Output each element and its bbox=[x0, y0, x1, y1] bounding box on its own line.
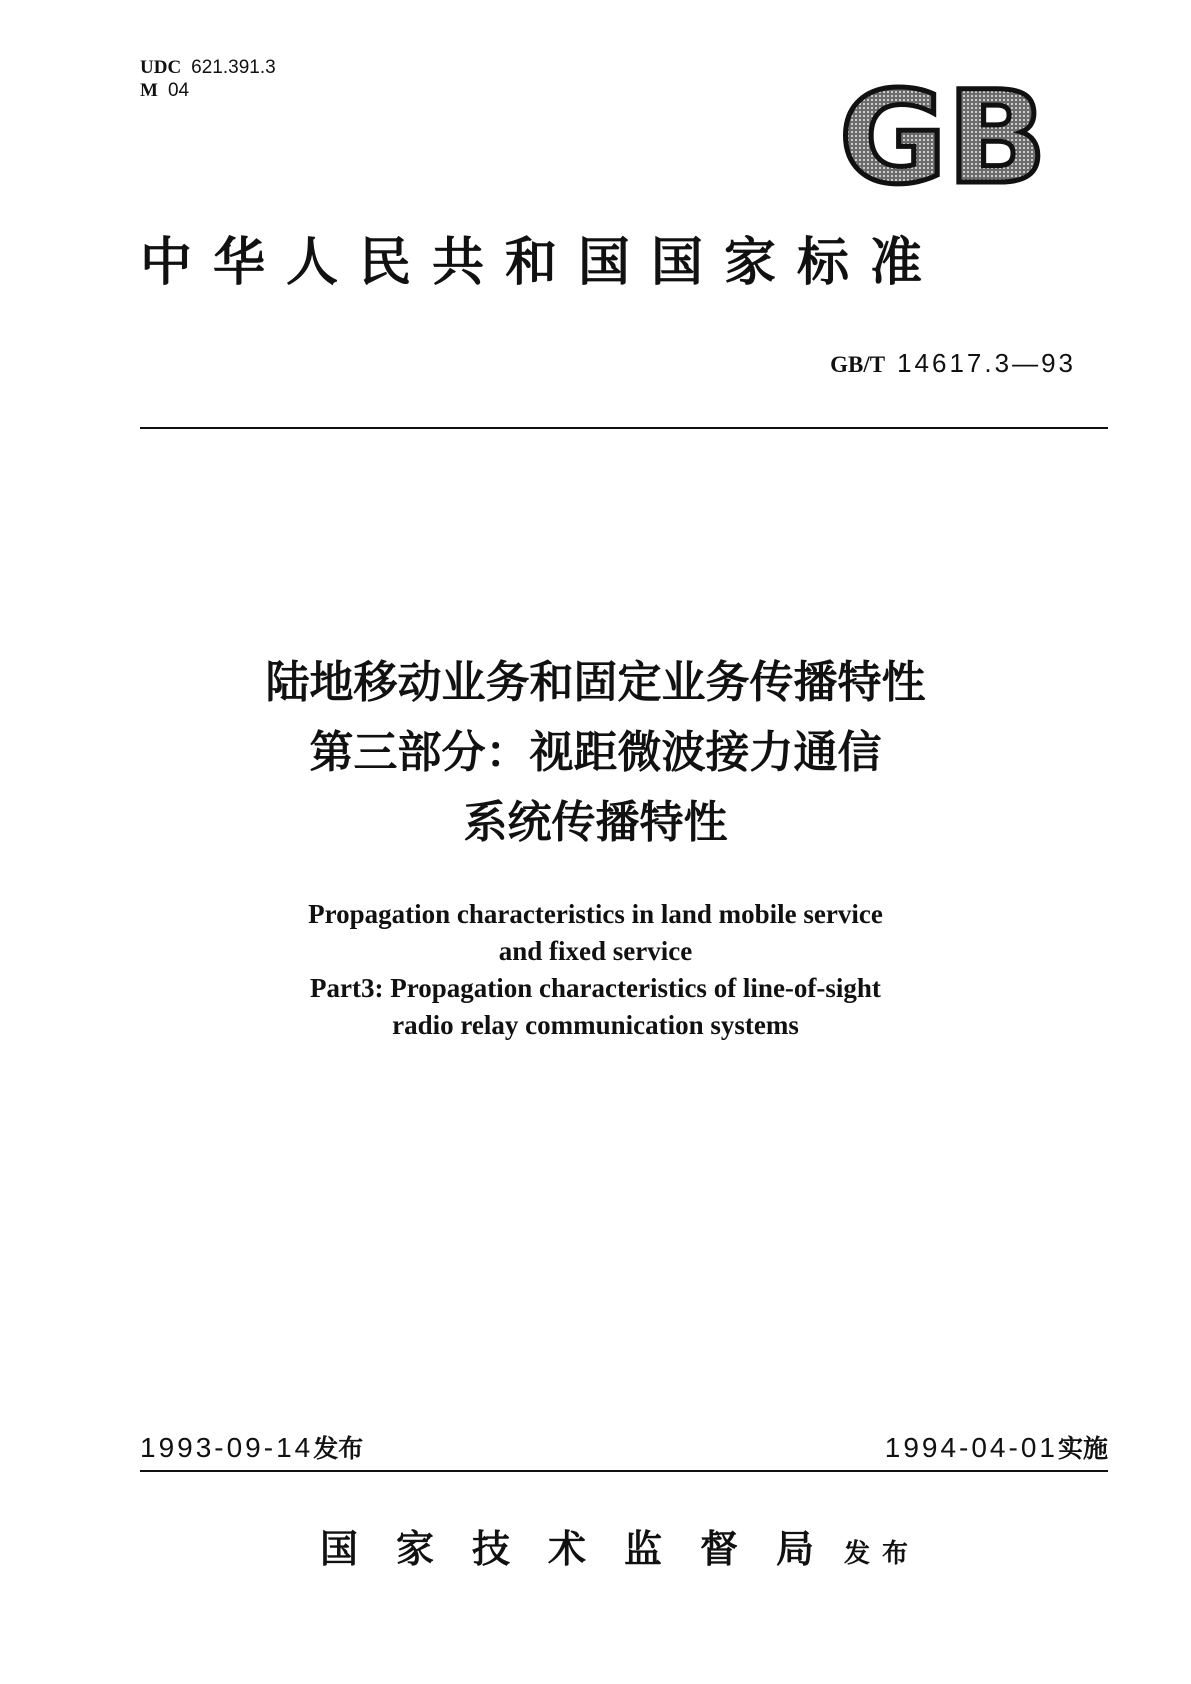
m-line bbox=[140, 79, 276, 102]
issuer-action: 发布 bbox=[844, 1539, 921, 1569]
gb-logo-text: GB bbox=[839, 78, 1047, 192]
issue-date-value: 1993-09-14 bbox=[140, 1432, 314, 1463]
chinese-title bbox=[0, 648, 1191, 858]
udc-label: UDC bbox=[140, 57, 182, 78]
udc-value: 621.391.3 bbox=[191, 57, 276, 78]
standard-code-prefix: GB/T bbox=[830, 352, 886, 377]
issuer bbox=[320, 1518, 920, 1573]
gb-logo bbox=[834, 78, 1052, 192]
chinese-title-line: 系统传播特性 bbox=[463, 797, 728, 848]
chinese-title-line: 陆地移动业务和固定业务传播特性 bbox=[265, 657, 926, 708]
english-title bbox=[0, 896, 1191, 1044]
english-title-line: and fixed service bbox=[498, 936, 693, 966]
standard-code bbox=[0, 348, 1076, 380]
implementation-date-value: 1994-04-01 bbox=[884, 1432, 1058, 1463]
standard-code-number: 14617.3—93 bbox=[897, 348, 1076, 378]
issue-date-label: 发布 bbox=[313, 1434, 364, 1463]
m-value: 04 bbox=[167, 80, 190, 101]
bottom-divider bbox=[140, 1470, 1108, 1472]
dates-row bbox=[140, 1430, 1108, 1470]
implementation-date bbox=[885, 1430, 1108, 1467]
issuer-organization: 国家技术监督局 bbox=[320, 1526, 853, 1571]
english-title-line: radio relay communication systems bbox=[392, 1010, 799, 1040]
top-divider bbox=[140, 427, 1108, 429]
classification-codes bbox=[140, 56, 276, 102]
implementation-date-label: 实施 bbox=[1057, 1434, 1108, 1463]
english-title-line: Part3: Propagation characteristics of line-of-sight bbox=[310, 973, 881, 1003]
chinese-title-line: 第三部分：视距微波接力通信 bbox=[309, 727, 882, 778]
national-standard-title: 中华人民共和国国家标准 bbox=[140, 232, 944, 293]
udc-line bbox=[140, 56, 276, 79]
m-label: M bbox=[140, 80, 158, 101]
issue-date bbox=[140, 1430, 363, 1467]
english-title-line: Propagation characteristics in land mobile service bbox=[308, 899, 883, 929]
